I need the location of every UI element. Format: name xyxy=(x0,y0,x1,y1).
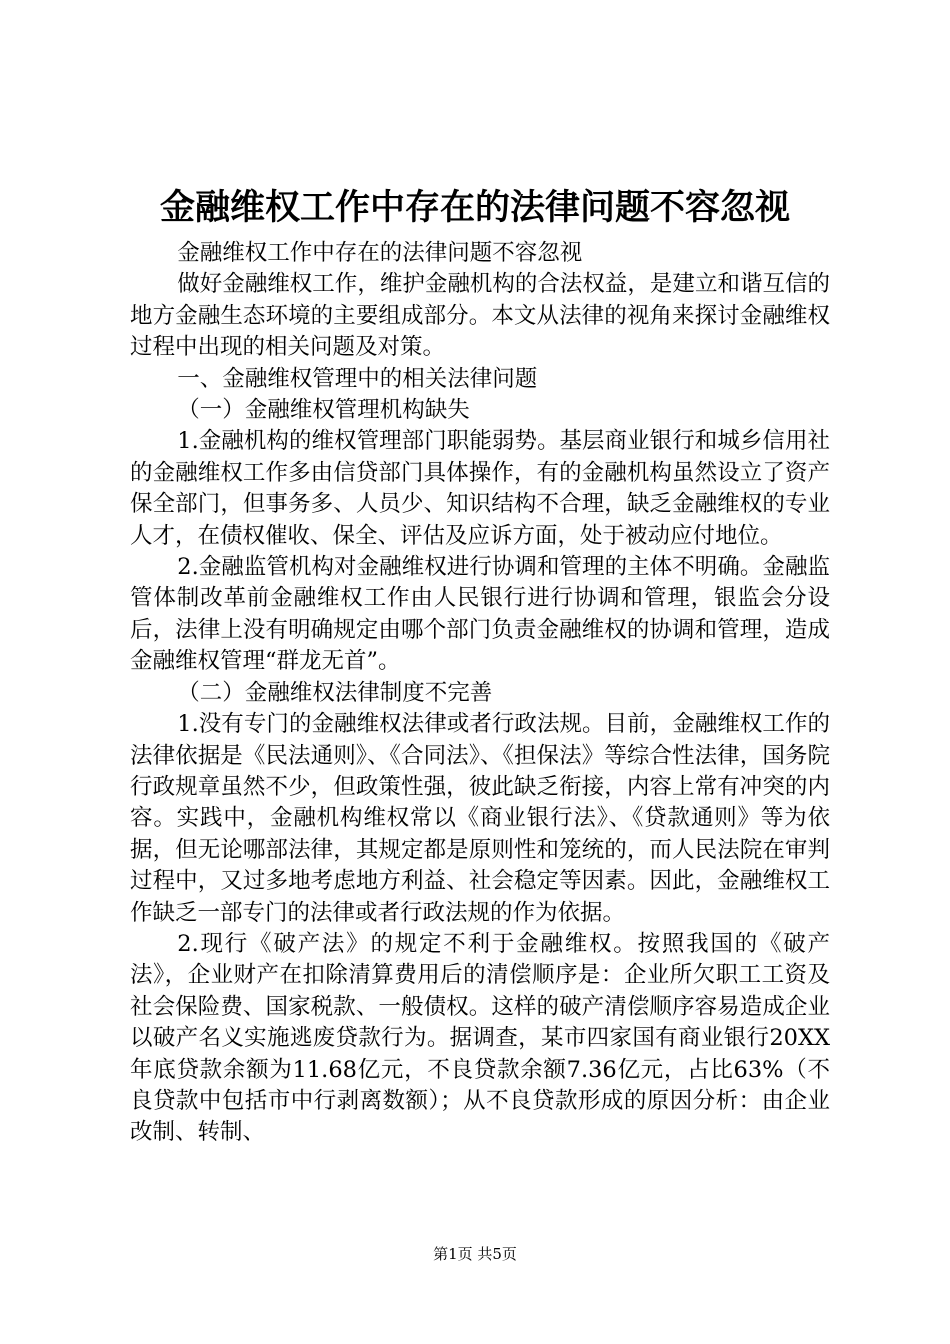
page-footer: 第1页 共5页 xyxy=(433,1245,517,1263)
section-heading-1: 一、金融维权管理中的相关法律问题 xyxy=(177,365,538,392)
paragraph-item-2-1: 1.没有专门的金融维权法律或者行政法规。目前，金融维权工作的法律依据是《民法通则》、《合同法》、《担保法》等综合性法律，国务院行政规章虽然不少，但政策性强，彼此缺乏衔接，内容上常有冲突的内容。实践中，金融机构维权常以《商业银行法》、《贷款通则》等为依据，但无论哪部法律，其规定都是原则性和笼统的，而人民法院在审判过程中，又过多地考虑地方利益、社会稳定等因素。因此，金融维权工作缺乏一部专门的法律或者行政法规的作为依据。 xyxy=(130,711,830,926)
paragraph-item-1-2: 2.金融监管机构对金融维权进行协调和管理的主体不明确。金融监管体制改革前金融维权工作由人民银行进行协调和管理，银监会分设后，法律上没有明确规定由哪个部门负责金融维权的协调和管理，造成金融维权管理“群龙无首”。 xyxy=(130,554,830,675)
subsection-heading-1: （一）金融维权管理机构缺失 xyxy=(177,397,470,424)
paragraph-item-2-2: 2.现行《破产法》的规定不利于金融维权。按照我国的《破产法》，企业财产在扣除清算费用后的清偿顺序是：企业所欠职工工资及社会保险费、国家税款、一般债权。这样的破产清偿顺序容易造成企业以破产名义实施逃废贷款行为。据调查，某市四家国有商业银行20XX年底贷款余额为11.68亿元，不良贷款余额7.36亿元，占比63%（不良贷款中包括市中行剥离数额）；从不良贷款形成的原因分析：由企业改制、转制、 xyxy=(130,930,830,1146)
paragraph-item-1-1: 1.金融机构的维权管理部门职能弱势。基层商业银行和城乡信用社的金融维权工作多由信贷部门具体操作，有的金融机构虽然设立了资产保全部门，但事务多、人员少、知识结构不合理，缺乏金融维权的专业人才，在债权催收、保全、评估及应诉方面，处于被动应付地位。 xyxy=(130,428,830,549)
document-title: 金融维权工作中存在的法律问题不容忽视 xyxy=(159,187,790,228)
paragraph-intro: 做好金融维权工作，维护金融机构的合法权益，是建立和谐互信的地方金融生态环境的主要组成部分。本文从法律的视角来探讨金融维权过程中出现的相关问题及对策。 xyxy=(130,271,830,361)
paragraph-subtitle: 金融维权工作中存在的法律问题不容忽视 xyxy=(177,240,583,266)
subsection-heading-2: （二）金融维权法律制度不完善 xyxy=(177,679,493,706)
document-body xyxy=(130,238,830,1149)
